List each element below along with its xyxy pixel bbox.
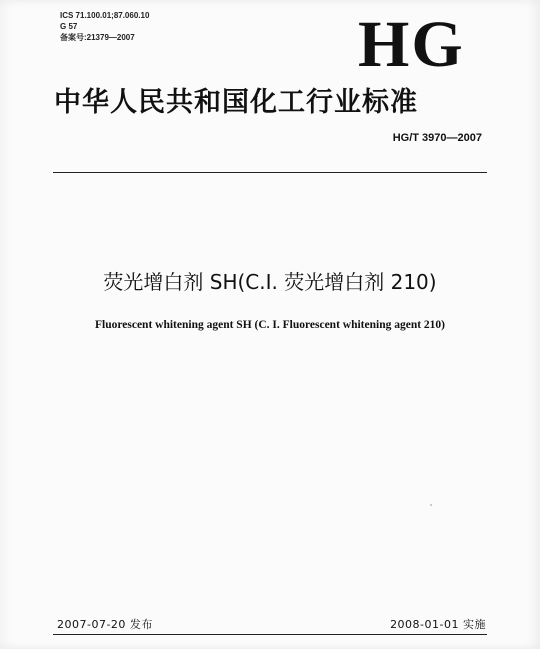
record-number: 备案号:21379—2007 (60, 33, 135, 42)
document-title-chinese: 荧光增白剂 SH(C.I. 荧光增白剂 210) (103, 270, 437, 294)
bottom-divider (53, 634, 487, 635)
classification-block (60, 10, 149, 43)
top-divider (53, 172, 487, 173)
ics-code: ICS 71.100.01;87.060.10 (60, 11, 150, 20)
standard-number: HG/T 3970—2007 (392, 132, 482, 144)
implementation-date: 2008-01-01 实施 (390, 618, 486, 631)
hg-logo: HG (358, 8, 465, 81)
ccs-code: G 57 (60, 22, 78, 31)
scan-speck (430, 504, 432, 506)
document-title-english: Fluorescent whitening agent SH (C. I. Fluorescent whitening agent 210) (95, 319, 445, 331)
issue-date: 2007-07-20 发布 (57, 618, 153, 631)
organization-title: 中华人民共和国化工行业标准 (54, 87, 418, 118)
